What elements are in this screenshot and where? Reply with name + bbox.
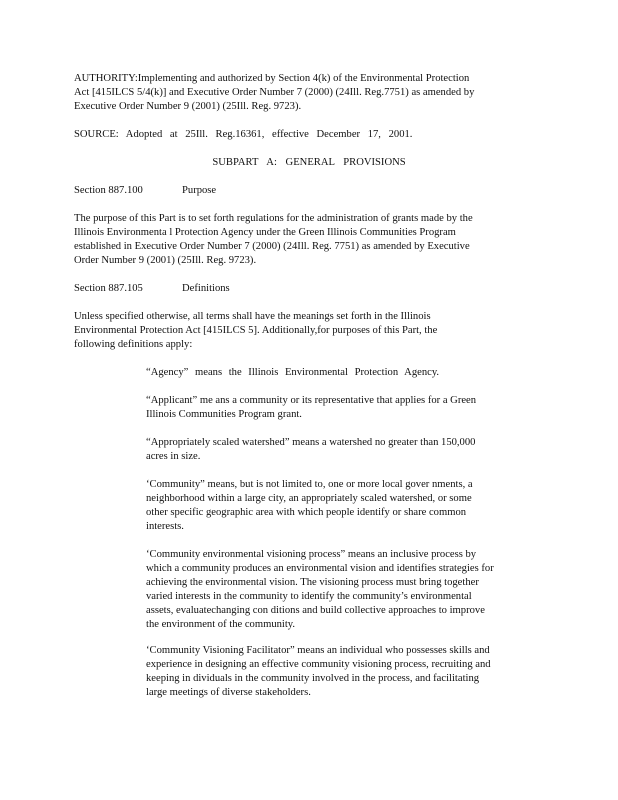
source-paragraph: SOURCE: Adopted at 25Ill. Reg.16361, effective December 17, 2001. <box>74 129 413 140</box>
section-number: Section 887.100 <box>74 185 143 196</box>
section-number: Section 887.105 <box>74 283 143 294</box>
definition-appropriately-scaled-watershed <box>146 436 514 464</box>
authority-line: AUTHORITY:Implementing and authorized by Section 4(k) of the Environmental Protection <box>74 73 470 84</box>
definition-line: ‘Community environmental visioning process” means an inclusive process by <box>146 549 477 560</box>
intro-line: following definitions apply: <box>74 339 193 350</box>
purpose-line: Illinois Environmenta l Protection Agency under the Green Illinois Communities Program <box>74 227 456 238</box>
definition-line: acres in size. <box>146 451 201 462</box>
definition-line: “Appropriately scaled watershed” means a watershed no greater than 150,000 <box>146 437 476 448</box>
purpose-line: established in Executive Order Number 7 (2000) (24Ill. Reg. 7751) as amended by Executive <box>74 241 470 252</box>
authority-paragraph <box>74 72 528 114</box>
subpart-heading: SUBPART A: GENERAL PROVISIONS <box>212 157 406 168</box>
definition-community-visioning-facilitator <box>146 644 540 700</box>
definition-line: varied interests in the community to identify the community’s environmental <box>146 591 472 602</box>
intro-line: Environmental Protection Act [415ILCS 5]. Additionally,for purposes of this Part, the <box>74 325 438 336</box>
definition-line: ‘Community Visioning Facilitator” means an individual who possesses skills and <box>146 645 490 656</box>
purpose-line: The purpose of this Part is to set forth regulations for the administration of grants made by the <box>74 213 473 224</box>
definition-line: large meetings of diverse stakeholders. <box>146 687 311 698</box>
definition-line: keeping in dividuals in the community involved in the process, and facilitating <box>146 673 480 684</box>
definition-line: “Agency” means the Illinois Environmental Protection Agency. <box>146 367 440 378</box>
purpose-line: Order Number 9 (2001) (25Ill. Reg. 9723). <box>74 255 257 266</box>
definitions-intro-paragraph <box>74 310 528 352</box>
definition-line: experience in designing an effective community visioning process, recruiting and <box>146 659 491 670</box>
definition-line: “Applicant” me ans a community or its representative that applies for a Green <box>146 395 477 406</box>
definition-line: which a community produces an environmental vision and identifies strategies for <box>146 563 494 574</box>
definition-line: achieving the environmental vision. The visioning process must bring together <box>146 577 479 588</box>
definition-line: assets, evaluatechanging con ditions and build collective approaches to improve <box>146 605 485 616</box>
section-title: Definitions <box>182 283 230 294</box>
definition-line: the environment of the community. <box>146 619 296 630</box>
section-title: Purpose <box>182 185 217 196</box>
definition-line: neighborhood within a large city, an appropriately scaled watershed, or some <box>146 493 472 504</box>
definition-line: interests. <box>146 521 184 532</box>
purpose-paragraph <box>74 212 528 268</box>
definition-community <box>146 478 516 534</box>
definition-agency <box>146 366 540 380</box>
definition-line: other specific geographic area with which people identify or share common <box>146 507 467 518</box>
definition-line: ‘Community” means, but is not limited to, one or more local gover nments, a <box>146 479 473 490</box>
definition-applicant <box>146 394 512 422</box>
section-887-105-heading <box>74 282 230 296</box>
section-887-100-heading <box>74 184 216 198</box>
intro-line: Unless specified otherwise, all terms shall have the meanings set forth in the Illinois <box>74 311 431 322</box>
authority-line: Executive Order Number 9 (2001) (25Ill. Reg. 9723). <box>74 101 302 112</box>
authority-line: Act [415ILCS 5/4(k)] and Executive Order Number 7 (2000) (24Ill. Reg.7751) as amended by <box>74 87 475 98</box>
definition-line: Illinois Communities Program grant. <box>146 409 302 420</box>
definition-community-environmental-visioning-process <box>146 548 540 632</box>
